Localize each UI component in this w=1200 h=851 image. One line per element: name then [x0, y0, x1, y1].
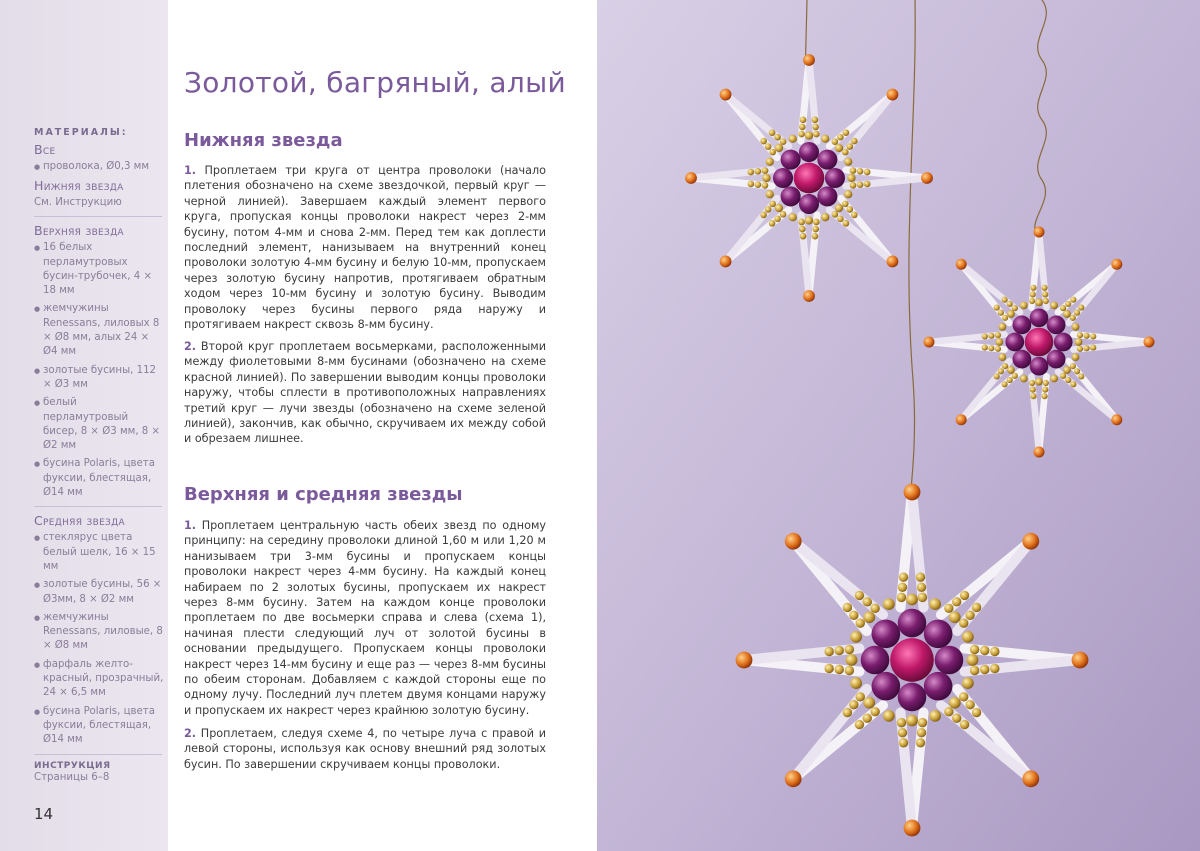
step-text: Проплетаем центральную часть обеих звезд по одному принципу: на середину проволоки длиной 1,60 м или 1,20 м нанизываем три 3-мм бусины и пропускаем концы проволоки накрест через 4-мм бусину. На каждый конец набираем по 2 золотых бусины, пропускаем их накрест через 8-мм бусину. Затем на каждом конце проволоки проплетаем по две восьмерки справа и слева (схема 1), начиная плести следующий луч от золотой бусины в основании предыдущего. Пропускаем концы проволоки накрест через 14-мм бусину и еще раз — через 8-мм бусины по обеим сторонам. Добавляем с каждой стороны еще по одному лучу. Последний луч плетем двумя концами наружу и пропускаем их накрест через крайнюю золотую бусину.	[184, 519, 547, 717]
gold-bead	[812, 226, 819, 233]
gold-bead	[845, 645, 854, 654]
gold-bead	[1090, 344, 1096, 350]
gold-bead	[762, 182, 769, 189]
materials-sidebar	[0, 0, 168, 851]
gold-bead	[780, 138, 787, 145]
gold-bead	[1077, 332, 1083, 338]
materials-middle-item: ● золотые бусины, 56 × Ø3мм, 8 × Ø2 мм	[34, 578, 164, 607]
gold-bead	[949, 697, 961, 709]
gold-bead	[766, 190, 774, 198]
purple-pearl	[817, 150, 837, 170]
gold-bead	[898, 728, 907, 737]
purple-pearl	[872, 620, 901, 649]
gold-bead	[843, 603, 852, 612]
gold-bead	[851, 212, 858, 219]
tip-bead	[887, 89, 899, 101]
beaded-stars-photo	[597, 0, 1200, 851]
center-bead	[794, 163, 825, 194]
materials-lower-label: Нижняя звезда	[34, 178, 124, 194]
gold-bead	[775, 204, 783, 212]
gold-bead	[1002, 297, 1008, 303]
tip-bead	[956, 259, 967, 270]
tip-bead	[956, 414, 967, 425]
materials-all-item: ● проволока, Ø0,3 мм	[34, 160, 164, 174]
gold-bead	[982, 333, 988, 339]
gold-bead	[1029, 298, 1035, 304]
gold-bead	[970, 645, 979, 654]
gold-bead	[1050, 375, 1058, 383]
tip-bead	[921, 172, 933, 184]
tip-bead	[736, 652, 753, 669]
gold-bead	[789, 213, 797, 221]
tip-bead	[803, 290, 815, 302]
gold-bead	[748, 169, 755, 176]
gold-bead	[1020, 302, 1028, 310]
purple-pearl	[898, 683, 927, 712]
step-number: 2.	[184, 727, 197, 740]
gold-bead	[949, 611, 961, 623]
gold-bead	[1060, 373, 1066, 379]
gold-bead	[1020, 375, 1028, 383]
center-bead	[890, 638, 934, 682]
gold-bead	[821, 135, 829, 143]
materials-middle-item: ● стеклярус цвета белый шелк, 16 × 15 мм	[34, 531, 164, 574]
gold-bead	[850, 631, 862, 643]
gold-bead	[765, 143, 772, 150]
gold-bead	[824, 664, 833, 673]
tip-bead	[924, 337, 935, 348]
upper-step-2	[184, 726, 546, 772]
gold-bead	[835, 646, 844, 655]
tip-bead	[887, 256, 899, 268]
gold-bead	[1074, 368, 1080, 374]
gold-bead	[1012, 373, 1018, 379]
gold-bead	[800, 233, 807, 240]
tip-bead	[803, 54, 815, 66]
purple-pearl	[861, 646, 890, 675]
purple-pearl	[872, 672, 901, 701]
purple-pearl	[1030, 357, 1049, 376]
gold-bead	[883, 598, 895, 610]
gold-bead	[774, 216, 781, 223]
purple-pearl	[781, 186, 801, 206]
gold-bead	[897, 593, 906, 602]
tip-bead	[1022, 770, 1039, 787]
gold-bead	[857, 181, 864, 188]
gold-bead	[1060, 305, 1066, 311]
gold-bead	[835, 144, 843, 152]
gold-bead	[960, 591, 969, 600]
gold-bead	[1050, 302, 1058, 310]
purple-pearl	[817, 186, 837, 206]
gold-bead	[1002, 363, 1008, 369]
materials-middle-item: ● жемчужины Renessans, лиловые, 8 × Ø8 мм	[34, 611, 164, 654]
gold-bead	[762, 174, 770, 182]
gold-bead	[1070, 363, 1076, 369]
gold-bead	[843, 129, 850, 136]
gold-bead	[944, 707, 953, 716]
materials-upper-item: ● 16 белых перламутровых бусин-трубочек, 4 × 18 мм	[34, 241, 164, 298]
gold-bead	[929, 710, 941, 722]
gold-bead	[799, 226, 806, 233]
gold-bead	[844, 158, 852, 166]
gold-bead	[929, 598, 941, 610]
gold-bead	[847, 174, 855, 182]
section-heading-lower: Нижняя звезда	[184, 130, 343, 151]
gold-bead	[999, 353, 1007, 361]
gold-bead	[1078, 373, 1084, 379]
gold-bead	[1077, 346, 1083, 352]
gold-bead	[899, 572, 908, 581]
gold-bead	[996, 338, 1004, 346]
gold-bead	[775, 144, 783, 152]
gold-bead	[835, 204, 843, 212]
gold-bead	[1035, 378, 1043, 386]
gold-bead	[845, 666, 854, 675]
purple-pearl	[1054, 333, 1073, 352]
materials-middle-item: ● бусина Polaris, цвета фуксии, блестящая, Ø14 мм	[34, 705, 164, 748]
step-number: 2.	[184, 340, 197, 353]
gold-bead	[1043, 380, 1049, 386]
gold-bead	[1084, 333, 1090, 339]
instructions-label: ИНСТРУКЦИЯ	[34, 760, 111, 771]
gold-bead	[1065, 301, 1071, 307]
gold-bead	[916, 572, 925, 581]
tip-bead	[720, 256, 732, 268]
materials-upper-item: ● золотые бусины, 112 × Ø3 мм	[34, 364, 164, 393]
gold-bead	[1074, 310, 1080, 316]
purple-pearl	[1005, 333, 1024, 352]
tip-bead	[1144, 337, 1155, 348]
gold-bead	[762, 167, 769, 174]
gold-bead	[906, 715, 918, 727]
gold-bead	[994, 305, 1000, 311]
gold-bead	[851, 138, 858, 145]
gold-bead	[863, 713, 872, 722]
gold-bead	[990, 664, 999, 673]
gold-bead	[1007, 377, 1013, 383]
materials-upper-label: Верхняя звезда	[34, 223, 124, 239]
gold-bead	[799, 124, 806, 131]
gold-bead	[856, 692, 865, 701]
gold-bead	[965, 700, 974, 709]
purple-pearl	[1013, 316, 1032, 335]
center-bead	[1025, 328, 1054, 357]
materials-all-label: Все	[34, 142, 56, 157]
lower-step-2	[184, 339, 546, 447]
materials-upper-item: ● жемчужины Renessans, лиловых 8 × Ø8 мм, алых 24 × Ø4 мм	[34, 302, 164, 359]
gold-bead	[1063, 366, 1071, 374]
tip-bead	[785, 533, 802, 550]
tip-bead	[1022, 533, 1039, 550]
gold-bead	[918, 593, 927, 602]
materials-middle-item: ● фарфаль желто-красный, прозрачный, 24 × 6,5 мм	[34, 658, 164, 701]
gold-bead	[1075, 338, 1083, 346]
star-bottom	[736, 484, 1089, 837]
gold-bead	[774, 134, 781, 141]
gold-bead	[980, 665, 989, 674]
step-text: Проплетаем, следуя схеме 4, по четыре луча с правой и левой стороны, используя как основу внешний ряд золотых бусин. По завершении скручиваем концы проволоки.	[184, 727, 546, 771]
gold-bead	[980, 646, 989, 655]
upper-step-1	[184, 518, 546, 718]
tip-bead	[720, 89, 732, 101]
gold-bead	[864, 169, 871, 176]
step-number: 1.	[184, 164, 197, 177]
gold-bead	[843, 708, 852, 717]
step-text: Второй круг проплетаем восьмерками, расположенными между фиолетовыми 8-мм бусинами (обозначено на схеме красной линией). По завершении выводим концы проволоки наружу, чтобы сплести в противоположных направлениях третий круг — лучи звезды (обозначено на схеме зеленой линией), закончив, как обычно, скручиваем их между собой и обрезаем лишнее.	[184, 340, 546, 446]
gold-bead	[864, 181, 871, 188]
gold-bead	[843, 220, 850, 227]
lower-step-1	[184, 163, 546, 332]
gold-bead	[857, 168, 864, 175]
gold-bead	[769, 220, 776, 227]
gold-bead	[837, 134, 844, 141]
star-right	[924, 227, 1155, 458]
gold-bead	[1043, 298, 1049, 304]
purple-pearl	[1047, 350, 1066, 369]
gold-bead	[798, 131, 805, 138]
gold-bead	[832, 211, 839, 218]
gold-bead	[824, 647, 833, 656]
gold-bead	[990, 647, 999, 656]
materials-middle-label: Средняя звезда	[34, 513, 125, 529]
gold-bead	[805, 131, 813, 139]
gold-bead	[1078, 305, 1084, 311]
gold-bead	[952, 713, 961, 722]
gold-bead	[1012, 305, 1018, 311]
gold-bead	[883, 710, 895, 722]
tip-bead	[1072, 652, 1089, 669]
gold-bead	[1002, 315, 1008, 321]
gold-bead	[917, 583, 926, 592]
gold-bead	[849, 700, 858, 709]
gold-bead	[842, 149, 849, 156]
gold-bead	[849, 611, 858, 620]
gold-bead	[988, 345, 994, 351]
divider	[34, 216, 162, 217]
gold-bead	[995, 346, 1001, 352]
gold-bead	[855, 591, 864, 600]
gold-bead	[916, 738, 925, 747]
gold-bead	[769, 201, 776, 208]
gold-bead	[863, 611, 875, 623]
gold-bead	[856, 618, 865, 627]
step-text: Проплетаем три круга от центра проволоки (начало плетения обозначено на схеме звездочкой, первый круг — черной линией). Завершаем каждый элемент первого круга, пропуская концы проволоки накрест через 2-мм бусину, потом 4-мм и снова 2-мм. Перед тем как доплести последний элемент, нанизываем на внутренний конец проволоки золотую 4-мм бусину и белую 10-мм, пропускаем через золотую бусину напротив, протягиваем обратным ходом через 10-мм бусину и золотую бусину. Выводим проволоку через бусины первого ряда наружу и протягиваем накрест сквозь 8-мм бусину.	[184, 164, 546, 332]
instructions-pages: Страницы 6–8	[34, 771, 110, 783]
gold-bead	[899, 738, 908, 747]
gold-bead	[755, 168, 762, 175]
purple-pearl	[1030, 308, 1049, 327]
gold-bead	[832, 138, 839, 145]
gold-bead	[906, 594, 918, 606]
gold-bead	[1070, 381, 1076, 387]
gold-bead	[850, 677, 862, 689]
gold-bead	[812, 124, 819, 131]
gold-bead	[813, 131, 820, 138]
gold-bead	[1029, 380, 1035, 386]
gold-bead	[1030, 393, 1036, 399]
tip-bead	[1034, 447, 1045, 458]
gold-bead	[897, 718, 906, 727]
gold-bead	[999, 323, 1007, 331]
gold-bead	[813, 219, 820, 226]
tip-bead	[785, 770, 802, 787]
gold-bead	[1030, 291, 1036, 297]
purple-pearl	[781, 150, 801, 170]
section-heading-upper-middle: Верхняя и средняя звезды	[184, 484, 463, 505]
gold-bead	[998, 368, 1004, 374]
gold-bead	[748, 181, 755, 188]
gold-bead	[755, 181, 762, 188]
gold-bead	[967, 654, 979, 666]
gold-bead	[855, 720, 864, 729]
gold-bead	[1041, 393, 1047, 399]
star-upper-left	[685, 54, 933, 302]
gold-bead	[870, 707, 879, 716]
gold-bead	[1063, 310, 1071, 318]
gold-bead	[1035, 299, 1043, 307]
gold-bead	[1030, 285, 1036, 291]
gold-bead	[769, 129, 776, 136]
purple-pearl	[799, 142, 819, 162]
gold-bead	[1030, 387, 1036, 393]
gold-bead	[918, 718, 927, 727]
gold-bead	[780, 211, 787, 218]
tip-bead	[904, 484, 921, 501]
gold-bead	[1072, 353, 1080, 361]
gold-bead	[847, 143, 854, 150]
purple-pearl	[898, 609, 927, 638]
gold-bead	[1041, 285, 1047, 291]
gold-bead	[1002, 381, 1008, 387]
gold-bead	[798, 219, 805, 226]
gold-bead	[972, 708, 981, 717]
tip-bead	[904, 820, 921, 837]
gold-bead	[959, 692, 968, 701]
gold-bead	[1072, 323, 1080, 331]
page-number: 14	[34, 805, 54, 823]
gold-bead	[805, 216, 813, 224]
tip-bead	[1034, 227, 1045, 238]
gold-bead	[962, 631, 974, 643]
gold-bead	[800, 117, 807, 124]
gold-bead	[1070, 297, 1076, 303]
divider	[34, 754, 162, 755]
gold-bead	[972, 603, 981, 612]
gold-bead	[970, 666, 979, 675]
gold-bead	[812, 117, 819, 124]
gold-bead	[1065, 377, 1071, 383]
gold-bead	[837, 216, 844, 223]
gold-bead	[846, 654, 858, 666]
gold-bead	[821, 213, 829, 221]
gold-bead	[766, 158, 774, 166]
gold-bead	[812, 233, 819, 240]
gold-bead	[960, 720, 969, 729]
gold-bead	[944, 604, 953, 613]
photo-illustration	[597, 0, 1200, 851]
gold-bead	[1007, 366, 1015, 374]
gold-bead	[994, 373, 1000, 379]
gold-bead	[844, 190, 852, 198]
tip-bead	[685, 172, 697, 184]
gold-bead	[1007, 310, 1015, 318]
gold-bead	[1070, 315, 1076, 321]
gold-bead	[1042, 291, 1048, 297]
purple-pearl	[1013, 350, 1032, 369]
gold-bead	[965, 611, 974, 620]
gold-bead	[835, 665, 844, 674]
gold-bead	[842, 201, 849, 208]
gold-bead	[898, 583, 907, 592]
gold-bead	[962, 677, 974, 689]
gold-bead	[917, 728, 926, 737]
gold-bead	[863, 697, 875, 709]
purple-pearl	[924, 672, 953, 701]
gold-bead	[863, 597, 872, 606]
gold-bead	[847, 206, 854, 213]
gold-bead	[870, 604, 879, 613]
materials-upper-item: ● бусина Polaris, цвета фуксии, блестящая, Ø14 мм	[34, 457, 164, 500]
purple-pearl	[825, 168, 845, 188]
gold-bead	[988, 333, 994, 339]
purple-pearl	[799, 194, 819, 214]
gold-bead	[998, 310, 1004, 316]
gold-bead	[1084, 345, 1090, 351]
gold-bead	[959, 618, 968, 627]
purple-pearl	[924, 620, 953, 649]
gold-bead	[1007, 301, 1013, 307]
gold-bead	[982, 344, 988, 350]
gold-bead	[850, 167, 857, 174]
tip-bead	[1111, 414, 1122, 425]
gold-bead	[995, 332, 1001, 338]
tip-bead	[1111, 259, 1122, 270]
gold-bead	[769, 149, 776, 156]
purple-pearl	[1047, 316, 1066, 335]
divider	[34, 506, 162, 507]
gold-bead	[789, 135, 797, 143]
purple-pearl	[935, 646, 964, 675]
gold-bead	[765, 206, 772, 213]
purple-pearl	[773, 168, 793, 188]
gold-bead	[760, 212, 767, 219]
gold-bead	[760, 138, 767, 145]
gold-bead	[952, 597, 961, 606]
materials-upper-item: ● белый перламутровый бисер, 8 × Ø3 мм, 8 × Ø2 мм	[34, 396, 164, 453]
page-title: Золотой, багряный, алый	[184, 66, 566, 99]
step-number: 1.	[184, 519, 197, 532]
gold-bead	[1090, 333, 1096, 339]
materials-heading: МАТЕРИАЛЫ:	[34, 127, 128, 138]
gold-bead	[850, 182, 857, 189]
materials-lower-text: См. Инструкцию	[34, 197, 122, 209]
gold-bead	[1042, 387, 1048, 393]
materials-list	[34, 127, 164, 791]
